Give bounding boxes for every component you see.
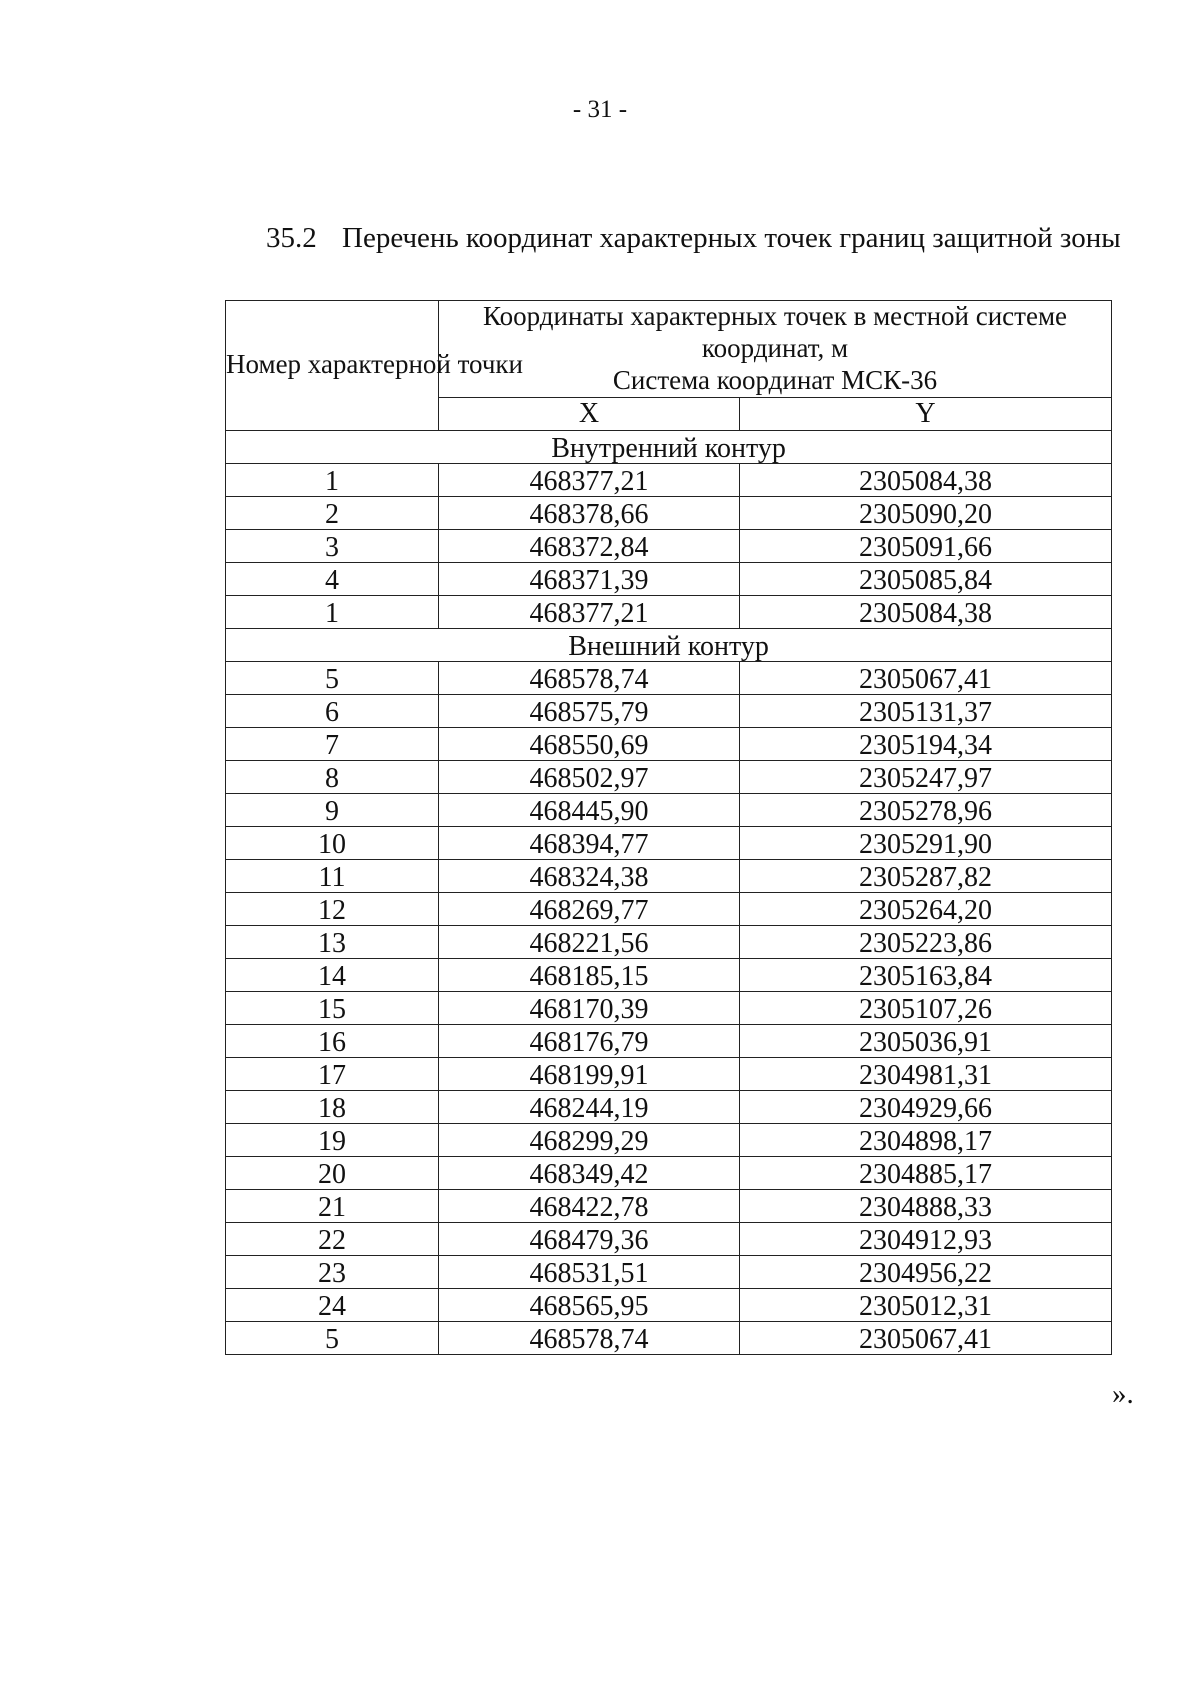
table-row xyxy=(226,595,1112,628)
x-coordinate-cell: 468394,77 xyxy=(439,826,740,859)
x-coordinate-cell: 468531,51 xyxy=(439,1255,740,1288)
y-coordinate-cell: 2305036,91 xyxy=(740,1024,1112,1057)
point-number-cell: 23 xyxy=(226,1255,439,1288)
x-coordinate-cell: 468299,29 xyxy=(439,1123,740,1156)
x-coordinate-cell: 468269,77 xyxy=(439,892,740,925)
y-coordinate-cell: 2305287,82 xyxy=(740,859,1112,892)
point-number-cell: 3 xyxy=(226,529,439,562)
y-coordinate-cell: 2304929,66 xyxy=(740,1090,1112,1123)
x-coordinate-cell: 468377,21 xyxy=(439,463,740,496)
table-row xyxy=(226,859,1112,892)
point-number-cell: 15 xyxy=(226,991,439,1024)
x-coordinate-cell: 468422,78 xyxy=(439,1189,740,1222)
point-number-cell: 22 xyxy=(226,1222,439,1255)
y-coordinate-cell: 2305247,97 xyxy=(740,760,1112,793)
coordinates-header-line1: Координаты характерных точек в местной системе xyxy=(482,301,1068,331)
table-body xyxy=(226,430,1112,1354)
x-coordinate-cell: 468575,79 xyxy=(439,694,740,727)
table-row xyxy=(226,529,1112,562)
table-row xyxy=(226,496,1112,529)
y-coordinate-cell: 2305291,90 xyxy=(740,826,1112,859)
table-row xyxy=(226,661,1112,694)
x-coordinate-cell: 468170,39 xyxy=(439,991,740,1024)
y-coordinate-cell: 2305067,41 xyxy=(740,661,1112,694)
table-row xyxy=(226,1222,1112,1255)
point-number-cell: 21 xyxy=(226,1189,439,1222)
table-row xyxy=(226,1024,1112,1057)
x-coordinate-cell: 468445,90 xyxy=(439,793,740,826)
section-row xyxy=(226,628,1112,661)
y-coordinate-cell: 2304912,93 xyxy=(740,1222,1112,1255)
section-name: Внутренний контур xyxy=(226,430,1112,463)
x-coordinate-cell: 468479,36 xyxy=(439,1222,740,1255)
point-number-cell: 1 xyxy=(226,595,439,628)
section-name: Внешний контур xyxy=(226,628,1112,661)
point-number-cell: 12 xyxy=(226,892,439,925)
y-coordinate-cell: 2305084,38 xyxy=(740,595,1112,628)
y-coordinate-cell: 2304898,17 xyxy=(740,1123,1112,1156)
coordinates-header xyxy=(439,301,1112,398)
x-column-header: X xyxy=(439,397,740,430)
table-row xyxy=(226,1321,1112,1354)
y-coordinate-cell: 2304981,31 xyxy=(740,1057,1112,1090)
table-row xyxy=(226,1057,1112,1090)
x-coordinate-cell: 468378,66 xyxy=(439,496,740,529)
x-coordinate-cell: 468221,56 xyxy=(439,925,740,958)
y-coordinate-cell: 2304888,33 xyxy=(740,1189,1112,1222)
point-number-cell: 10 xyxy=(226,826,439,859)
y-column-header: Y xyxy=(740,397,1112,430)
table-row xyxy=(226,760,1112,793)
section-number: 35.2 xyxy=(266,222,317,254)
x-coordinate-cell: 468377,21 xyxy=(439,595,740,628)
y-coordinate-cell: 2305131,37 xyxy=(740,694,1112,727)
x-coordinate-cell: 468372,84 xyxy=(439,529,740,562)
table-row xyxy=(226,1090,1112,1123)
section-heading xyxy=(266,222,1121,255)
table-row xyxy=(226,958,1112,991)
table-header xyxy=(226,301,1112,431)
table-row xyxy=(226,892,1112,925)
section-title: Перечень координат характерных точек границ защитной зоны xyxy=(342,222,1121,254)
point-number-cell: 11 xyxy=(226,859,439,892)
y-coordinate-cell: 2305084,38 xyxy=(740,463,1112,496)
y-coordinate-cell: 2305223,86 xyxy=(740,925,1112,958)
table-row xyxy=(226,793,1112,826)
y-coordinate-cell: 2304956,22 xyxy=(740,1255,1112,1288)
point-number-cell: 19 xyxy=(226,1123,439,1156)
y-coordinate-cell: 2305163,84 xyxy=(740,958,1112,991)
y-coordinate-cell: 2305091,66 xyxy=(740,529,1112,562)
x-coordinate-cell: 468199,91 xyxy=(439,1057,740,1090)
x-coordinate-cell: 468324,38 xyxy=(439,859,740,892)
point-number-cell: 5 xyxy=(226,1321,439,1354)
y-coordinate-cell: 2305067,41 xyxy=(740,1321,1112,1354)
y-coordinate-cell: 2305264,20 xyxy=(740,892,1112,925)
table-row xyxy=(226,562,1112,595)
point-number-cell: 8 xyxy=(226,760,439,793)
point-number-cell: 20 xyxy=(226,1156,439,1189)
point-number-cell: 16 xyxy=(226,1024,439,1057)
y-coordinate-cell: 2305090,20 xyxy=(740,496,1112,529)
coordinates-header-line3: Система координат МСК-36 xyxy=(612,364,938,395)
point-number-cell: 13 xyxy=(226,925,439,958)
y-coordinate-cell: 2304885,17 xyxy=(740,1156,1112,1189)
x-coordinate-cell: 468176,79 xyxy=(439,1024,740,1057)
table-row xyxy=(226,826,1112,859)
point-number-cell: 6 xyxy=(226,694,439,727)
table-row xyxy=(226,1255,1112,1288)
table-row xyxy=(226,694,1112,727)
table-row xyxy=(226,727,1112,760)
x-coordinate-cell: 468244,19 xyxy=(439,1090,740,1123)
point-number-cell: 17 xyxy=(226,1057,439,1090)
point-number-cell: 2 xyxy=(226,496,439,529)
point-number-cell: 4 xyxy=(226,562,439,595)
section-row xyxy=(226,430,1112,463)
x-coordinate-cell: 468371,39 xyxy=(439,562,740,595)
point-number-cell: 18 xyxy=(226,1090,439,1123)
y-coordinate-cell: 2305012,31 xyxy=(740,1288,1112,1321)
table-row xyxy=(226,1156,1112,1189)
x-coordinate-cell: 468578,74 xyxy=(439,661,740,694)
point-number-cell: 14 xyxy=(226,958,439,991)
table-row xyxy=(226,1189,1112,1222)
point-number-cell: 7 xyxy=(226,727,439,760)
point-number-header: Номер характерной точки xyxy=(226,301,439,431)
point-number-cell: 5 xyxy=(226,661,439,694)
point-number-cell: 1 xyxy=(226,463,439,496)
x-coordinate-cell: 468565,95 xyxy=(439,1288,740,1321)
page-number: - 31 - xyxy=(572,96,628,123)
table-row xyxy=(226,991,1112,1024)
x-coordinate-cell: 468185,15 xyxy=(439,958,740,991)
point-number-cell: 24 xyxy=(226,1288,439,1321)
table-row xyxy=(226,463,1112,496)
table-row xyxy=(226,1123,1112,1156)
y-coordinate-cell: 2305278,96 xyxy=(740,793,1112,826)
x-coordinate-cell: 468578,74 xyxy=(439,1321,740,1354)
x-coordinate-cell: 468349,42 xyxy=(439,1156,740,1189)
y-coordinate-cell: 2305194,34 xyxy=(740,727,1112,760)
x-coordinate-cell: 468502,97 xyxy=(439,760,740,793)
x-coordinate-cell: 468550,69 xyxy=(439,727,740,760)
point-number-cell: 9 xyxy=(226,793,439,826)
y-coordinate-cell: 2305085,84 xyxy=(740,562,1112,595)
closing-quote: ». xyxy=(1112,1378,1134,1410)
y-coordinate-cell: 2305107,26 xyxy=(740,991,1112,1024)
coordinates-header-line2: координат, м xyxy=(701,332,849,363)
coordinates-table xyxy=(225,300,1112,1355)
table-row xyxy=(226,925,1112,958)
table-row xyxy=(226,1288,1112,1321)
